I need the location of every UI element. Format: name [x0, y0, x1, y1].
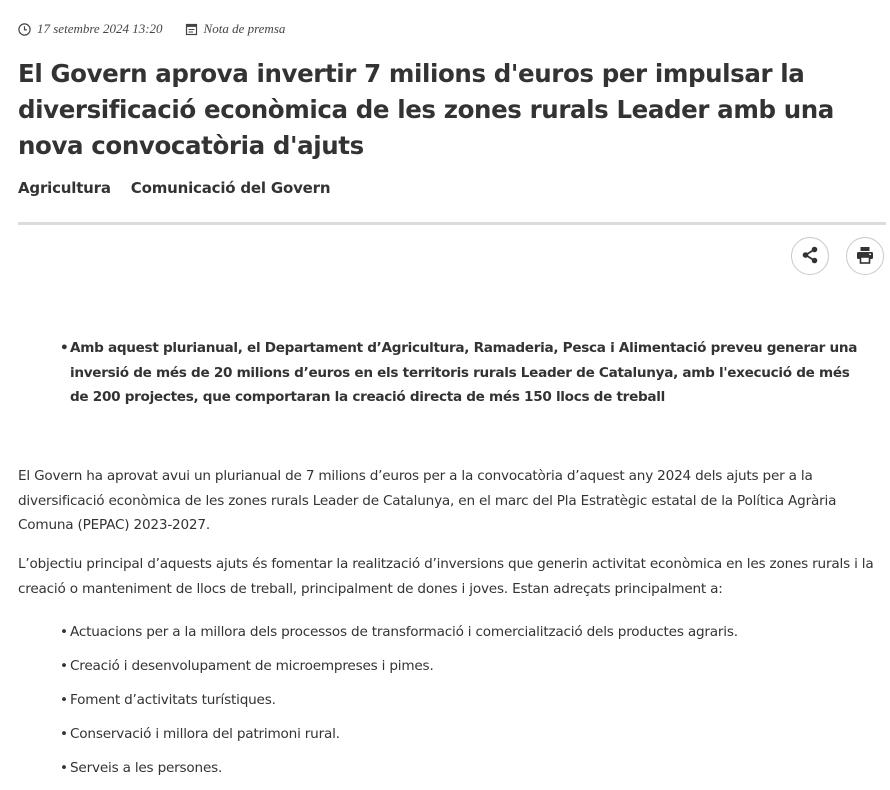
date-meta [18, 21, 163, 37]
clock-icon [18, 23, 37, 36]
targets-list [60, 620, 880, 790]
publication-type: Nota de premsa [203, 21, 286, 36]
article-meta [18, 21, 285, 37]
publish-date: 17 setembre 2024 13:20 [37, 21, 163, 36]
tag-link[interactable]: Comunicació del Govern [130, 179, 331, 197]
list-item: • Foment d’activitats turístiques. [60, 688, 880, 713]
divider [18, 222, 886, 225]
print-icon [855, 245, 875, 268]
print-button[interactable] [846, 237, 884, 275]
document-icon [185, 23, 204, 36]
tag-link[interactable]: Agricultura [18, 179, 111, 197]
page-title: El Govern aprova invertir 7 milions d'euros per impulsar la diversificació econòmica de les zones rurals Leader amb una nova convocatòria d'ajuts [18, 59, 834, 160]
list-item: • Actuacions per a la millora dels processos de transformació i comercialització dels productes agraris. [60, 620, 880, 645]
share-icon [800, 245, 820, 268]
list-item: • Creació i desenvolupament de microempreses i pimes. [60, 654, 880, 679]
tag-list [18, 179, 330, 197]
type-meta [185, 21, 286, 37]
share-button[interactable] [791, 237, 829, 275]
list-item: • Serveis a les persones. [60, 756, 880, 781]
list-item: • Conservació i millora del patrimoni rural. [60, 722, 880, 747]
highlight-item: • Amb aquest plurianual, el Departament d’Agricultura, Ramaderia, Pesca i Alimentació preveu generar una inversió de més de 20 milions d’euros en els territoris rurals Leader de Catalunya, amb l'execució de més de 200 projectes, que comportaran la creació directa de més 150 llocs de treball [60, 336, 860, 410]
highlights-list [60, 336, 860, 410]
intro-paragraph: El Govern ha aprovat avui un plurianual de 7 milions d’euros per a la convocatòria d’aquest any 2024 dels ajuts per a la diversificació econòmica de les zones rurals Leader de Catalunya, en el marc del Pla Estratègic estatal de la Política Agrària Comuna (PEPAC) 2023-2027. [18, 468, 837, 533]
objective-paragraph: L’objectiu principal d’aquests ajuts és fomentar la realització d’inversions que generin activitat econòmica en les zones rurals i la creació o manteniment de llocs de treball, principalment de dones i joves. Estan adreçats principalment a: [18, 556, 874, 597]
